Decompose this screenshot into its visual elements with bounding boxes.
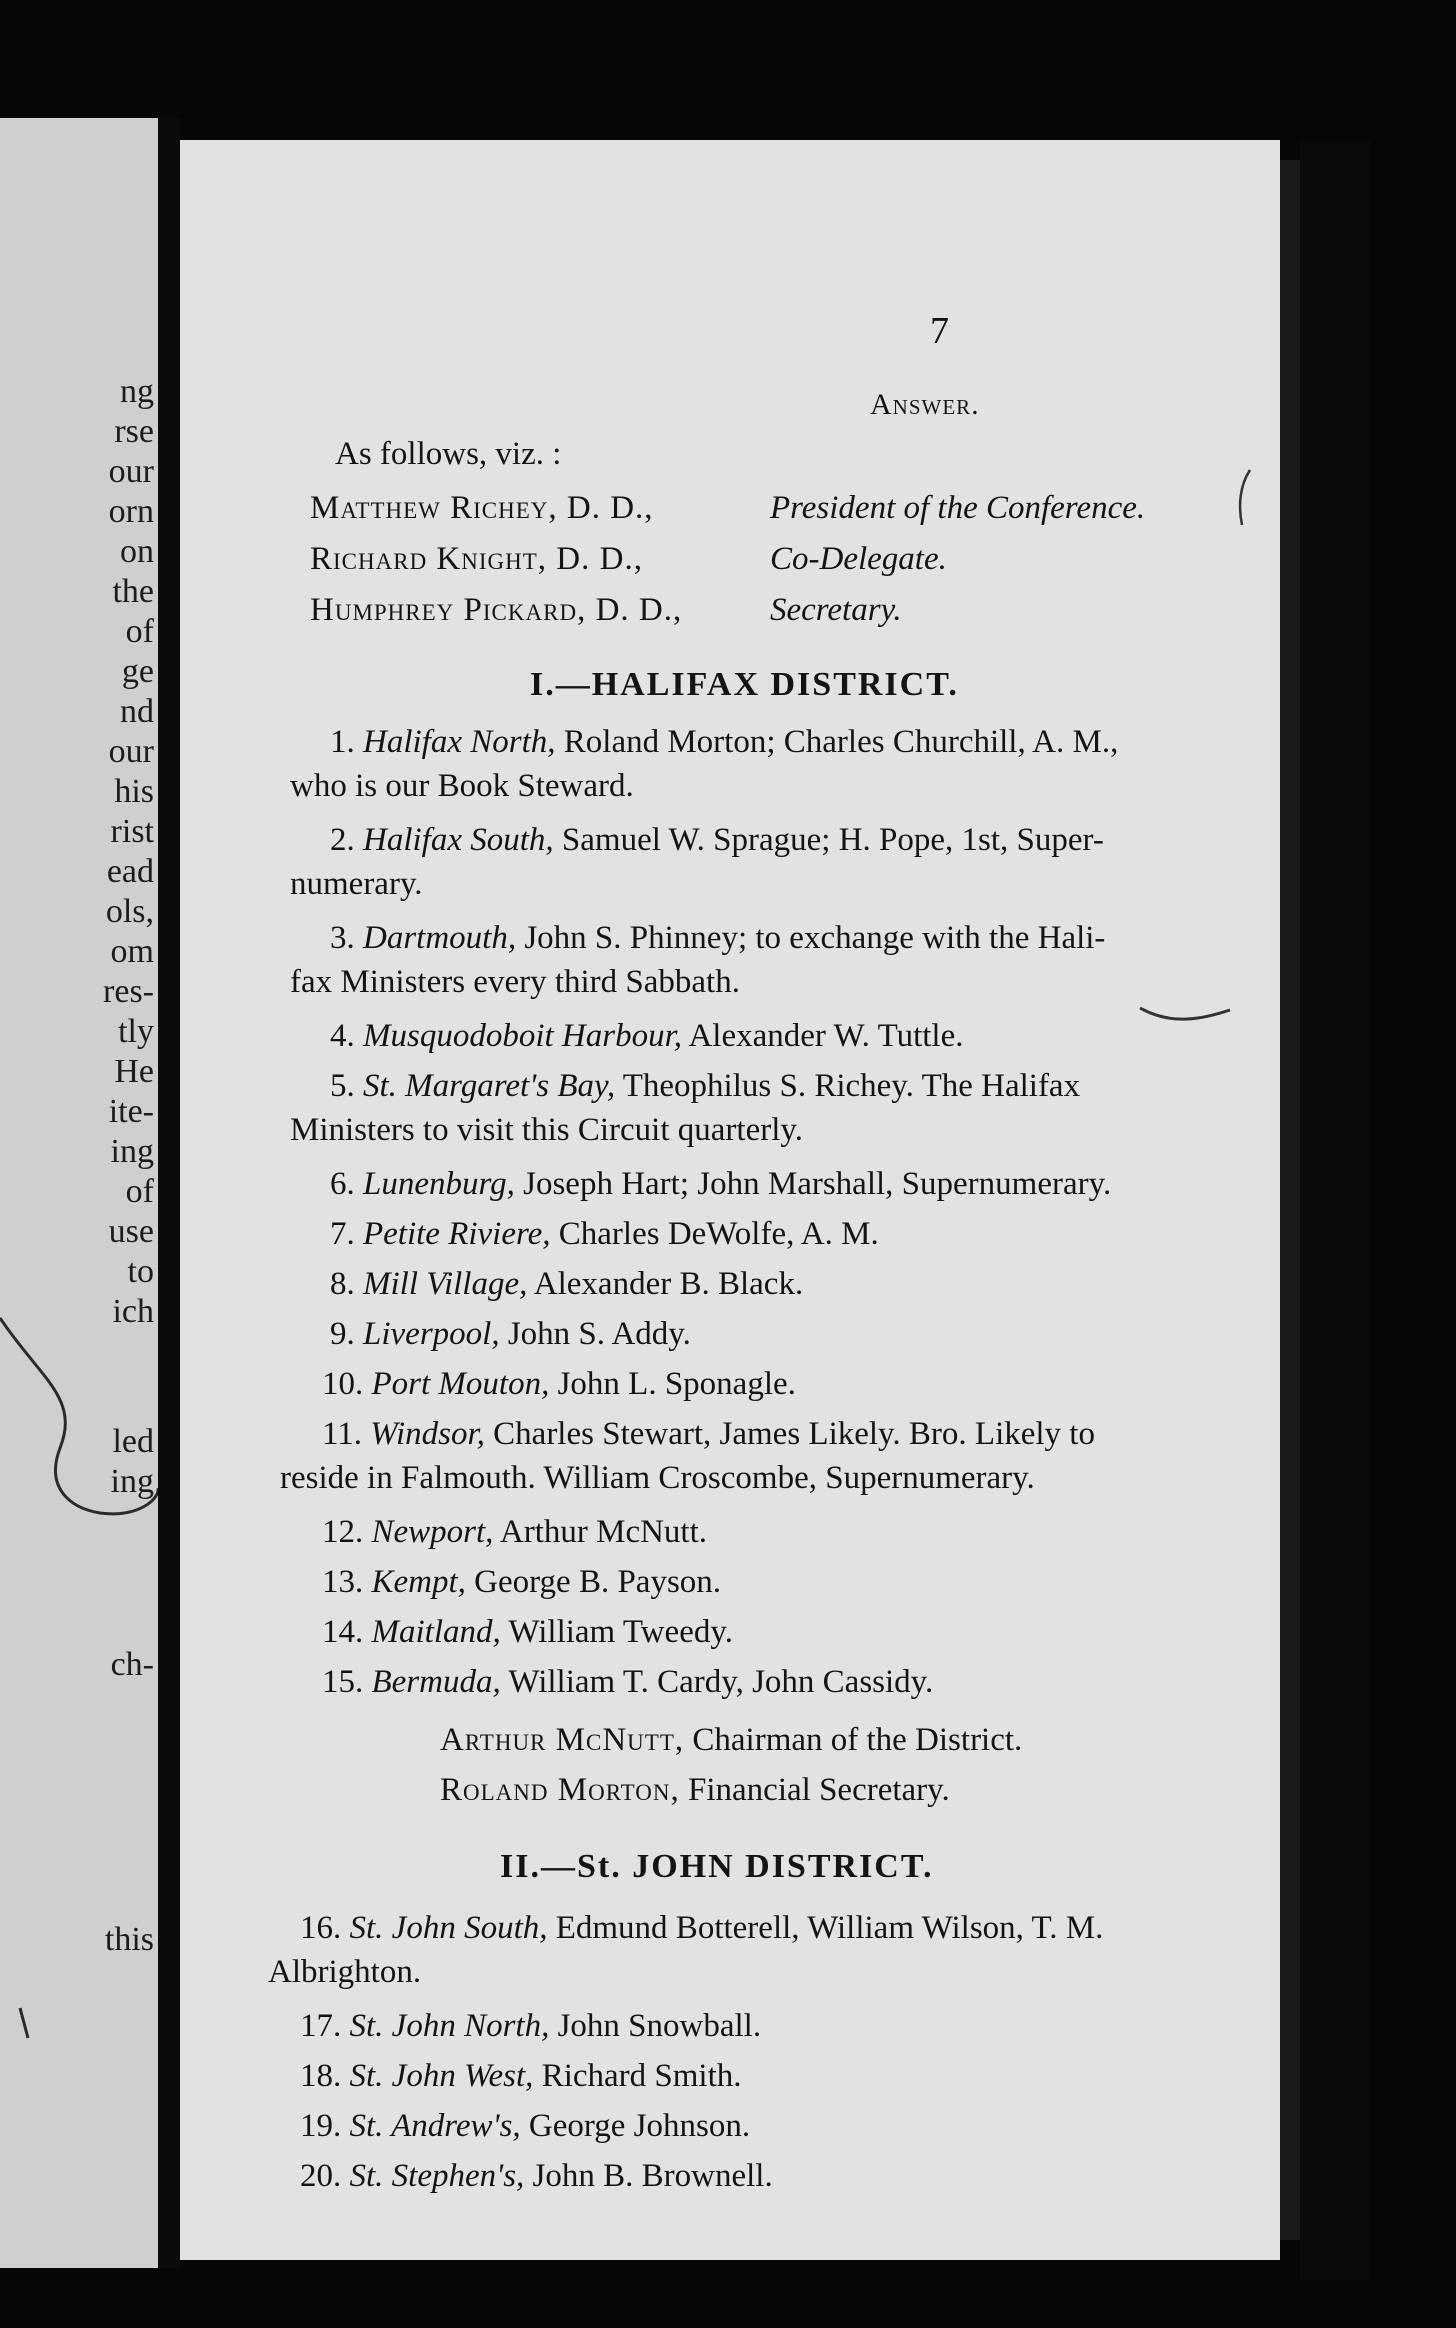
officer-name: Matthew Richey, D. D., <box>310 490 654 526</box>
page-edge <box>1280 160 1300 2240</box>
circuit-ministers: Arthur McNutt. <box>493 1514 708 1550</box>
facing-fragment: orn <box>108 493 154 530</box>
entry-number: 16. <box>300 1910 342 1946</box>
facing-fragment: the <box>112 573 154 610</box>
pencil-mark <box>180 140 1280 2260</box>
secretary-role: Financial Secretary. <box>679 1772 950 1808</box>
facing-fragment: ite- <box>108 1093 154 1130</box>
facing-fragment: of <box>125 1173 154 1210</box>
circuit-ministers: Charles Stewart, James Likely. Bro. Likely to <box>484 1416 1095 1452</box>
entry-number: 7. <box>330 1216 355 1252</box>
circuit-ministers: Joseph Hart; John Marshall, Supernumerary. <box>514 1166 1112 1202</box>
circuit-entry-cont: reside in Falmouth. William Croscombe, Supernumerary. <box>280 1460 1035 1496</box>
facing-fragment: to <box>127 1253 154 1290</box>
circuit-place: Bermuda, <box>371 1664 501 1700</box>
circuit-place: St. John South, <box>349 1910 548 1946</box>
circuit-place: Newport, <box>371 1514 494 1550</box>
book-page <box>180 140 1280 2260</box>
facing-fragment: ing <box>110 1133 154 1170</box>
chairman-role: Chairman of the District. <box>684 1722 1023 1758</box>
circuit-entry-cont: Ministers to visit this Circuit quarterly. <box>290 1112 803 1148</box>
intro-text: As follows, viz. : <box>335 436 562 472</box>
circuit-ministers: George B. Payson. <box>465 1564 722 1600</box>
officer-role: Secretary. <box>770 592 902 628</box>
circuit-place: St. John North, <box>349 2008 550 2044</box>
binding-shadow <box>1300 140 1370 2280</box>
facing-page <box>0 118 158 2268</box>
circuit-ministers: John L. Sponagle. <box>549 1366 796 1402</box>
entry-number: 13. <box>322 1564 364 1600</box>
facing-fragment: of <box>125 613 154 650</box>
entry-number: 4. <box>330 1018 355 1054</box>
chairman-name: Arthur McNutt, <box>440 1722 685 1758</box>
circuit-ministers: John B. Brownell. <box>524 2158 773 2194</box>
entry-number: 1. <box>330 724 355 760</box>
facing-fragment: ead <box>106 853 154 890</box>
circuit-ministers: Samuel W. Sprague; H. Pope, 1st, Super- <box>553 822 1104 858</box>
circuit-place: St. Stephen's, <box>349 2158 525 2194</box>
circuit-place: St. John West, <box>349 2058 534 2094</box>
facing-fragment: He <box>114 1053 154 1090</box>
district-heading: I.—HALIFAX DISTRICT. <box>530 666 959 703</box>
circuit-ministers: John Snowball. <box>549 2008 762 2044</box>
circuit-ministers: Theophilus S. Richey. The Halifax <box>615 1068 1081 1104</box>
facing-fragment: ng <box>120 373 154 410</box>
facing-fragment: ols, <box>105 893 154 930</box>
entry-number: 8. <box>330 1266 355 1302</box>
facing-fragment: rist <box>110 813 154 850</box>
circuit-ministers: Edmund Botterell, William Wilson, T. M. <box>547 1910 1104 1946</box>
facing-fragment: this <box>104 1921 154 1958</box>
facing-fragment: use <box>108 1213 154 1250</box>
facing-fragment: led <box>112 1423 154 1460</box>
entry-number: 12. <box>322 1514 364 1550</box>
circuit-place: Windsor, <box>370 1416 485 1452</box>
circuit-place: Halifax South, <box>363 822 554 858</box>
circuit-ministers: Roland Morton; Charles Churchill, A. M., <box>555 724 1119 760</box>
facing-fragment: our <box>108 733 154 770</box>
circuit-place: St. Andrew's, <box>349 2108 521 2144</box>
circuit-place: Petite Riviere, <box>363 1216 551 1252</box>
facing-fragment: ge <box>121 653 154 690</box>
entry-number: 15. <box>322 1664 364 1700</box>
entry-number: 5. <box>330 1068 355 1104</box>
entry-number: 3. <box>330 920 355 956</box>
circuit-ministers: William T. Cardy, John Cassidy. <box>500 1664 934 1700</box>
officer-name: Humphrey Pickard, D. D., <box>310 592 683 628</box>
circuit-place: Kempt, <box>371 1564 466 1600</box>
entry-number: 17. <box>300 2008 342 2044</box>
facing-fragment: rse <box>114 413 154 450</box>
circuit-place: Halifax North, <box>363 724 556 760</box>
facing-fragment: res- <box>103 973 154 1010</box>
pencil-mark <box>0 118 158 2268</box>
circuit-place: Port Mouton, <box>371 1366 550 1402</box>
circuit-ministers: Alexander W. Tuttle. <box>682 1018 964 1054</box>
entry-number: 14. <box>322 1614 364 1650</box>
officer-role: Co-Delegate. <box>770 541 947 577</box>
facing-fragment: on <box>120 533 154 570</box>
circuit-place: Liverpool, <box>363 1316 500 1352</box>
circuit-place: Lunenburg, <box>363 1166 515 1202</box>
district-heading: II.—St. JOHN DISTRICT. <box>500 1848 934 1885</box>
page-number: 7 <box>930 310 949 352</box>
circuit-place: St. Margaret's Bay, <box>363 1068 616 1104</box>
gutter <box>158 118 180 2268</box>
circuit-entry-cont: numerary. <box>290 866 423 902</box>
circuit-ministers: Alexander B. Black. <box>527 1266 804 1302</box>
entry-number: 6. <box>330 1166 355 1202</box>
facing-fragment: nd <box>120 693 154 730</box>
circuit-ministers: Richard Smith. <box>533 2058 742 2094</box>
circuit-entry-cont: Albrighton. <box>268 1954 422 1990</box>
facing-fragment: tly <box>118 1013 154 1050</box>
entry-number: 10. <box>322 1366 364 1402</box>
officer-role: President of the Conference. <box>770 490 1146 526</box>
entry-number: 9. <box>330 1316 355 1352</box>
entry-number: 20. <box>300 2158 342 2194</box>
entry-number: 11. <box>322 1416 363 1452</box>
circuit-place: Musquodoboit Harbour, <box>363 1018 683 1054</box>
facing-fragment: our <box>108 453 154 490</box>
circuit-place: Dartmouth, <box>363 920 517 956</box>
facing-fragment: om <box>110 933 154 970</box>
entry-number: 19. <box>300 2108 342 2144</box>
circuit-place: Mill Village, <box>363 1266 528 1302</box>
answer-heading: Answer. <box>870 388 980 421</box>
secretary-name: Roland Morton, <box>440 1772 680 1808</box>
circuit-ministers: George Johnson. <box>520 2108 751 2144</box>
circuit-ministers: William Tweedy. <box>500 1614 733 1650</box>
circuit-ministers: John S. Phinney; to exchange with the Hali- <box>516 920 1106 956</box>
circuit-ministers: Charles DeWolfe, A. M. <box>550 1216 879 1252</box>
facing-fragment: ich <box>112 1293 154 1330</box>
facing-fragment: ing <box>110 1463 154 1500</box>
facing-fragment: his <box>114 773 154 810</box>
entry-number: 18. <box>300 2058 342 2094</box>
officer-name: Richard Knight, D. D., <box>310 541 643 577</box>
circuit-place: Maitland, <box>371 1614 501 1650</box>
circuit-entry-cont: fax Ministers every third Sabbath. <box>290 964 740 1000</box>
circuit-ministers: John S. Addy. <box>499 1316 691 1352</box>
facing-fragment: ch- <box>110 1646 154 1683</box>
circuit-entry-cont: who is our Book Steward. <box>290 768 634 804</box>
entry-number: 2. <box>330 822 355 858</box>
